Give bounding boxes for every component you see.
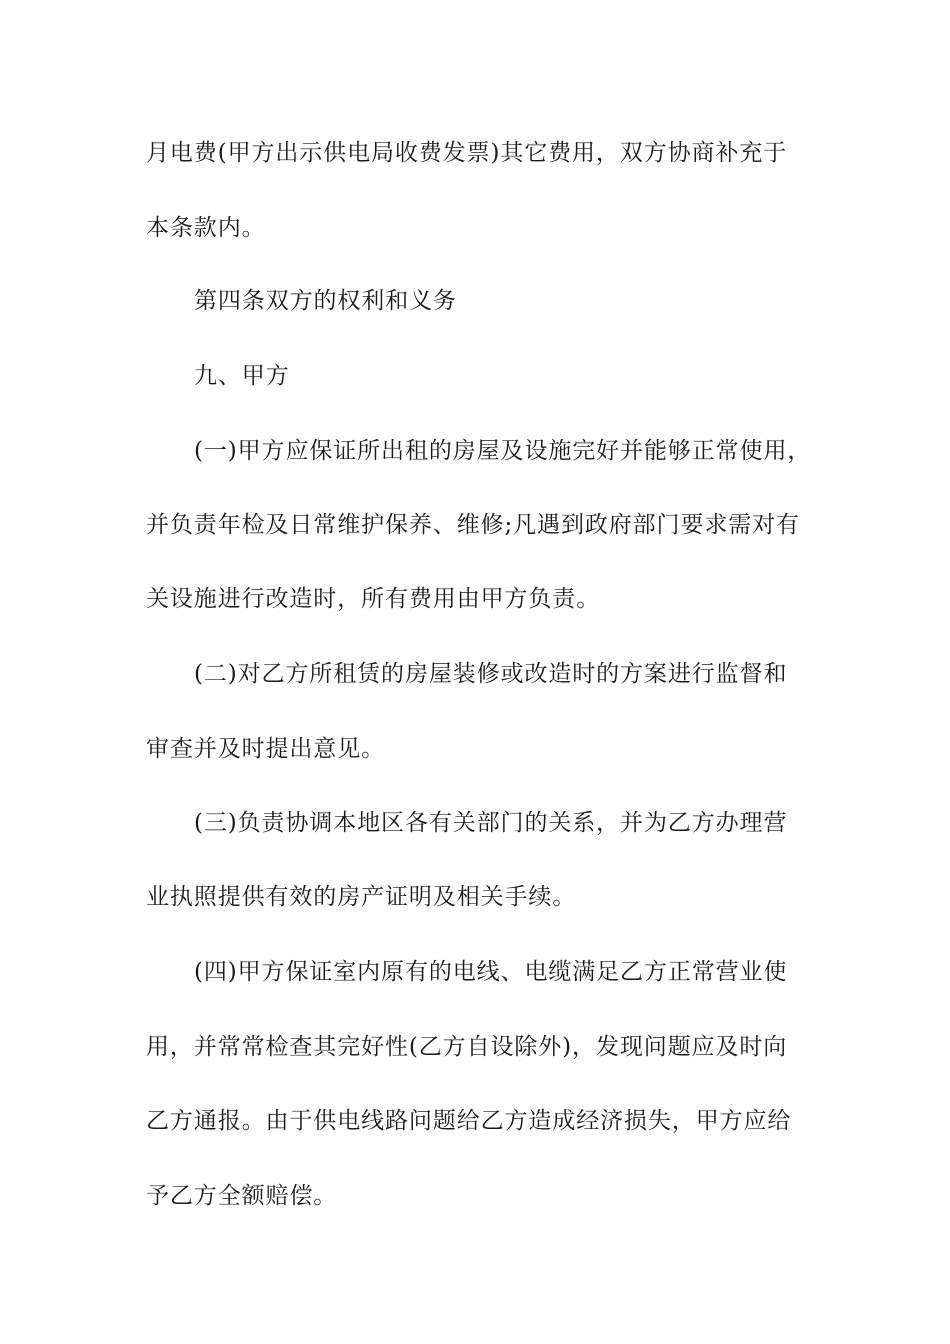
- text-line: 予乙方全额赔偿。: [146, 1183, 338, 1209]
- text-line: 业执照提供有效的房产证明及相关手续。: [146, 884, 577, 910]
- text-line: (一)甲方应保证所出租的房屋及设施完好并能够正常使用，: [194, 438, 812, 464]
- text-line: 用，并常常检查其完好性(乙方自设除外)，发现问题应及时向: [146, 1034, 788, 1060]
- text-line: (三)负责协调本地区各有关部门的关系，并为乙方办理营: [194, 810, 788, 836]
- text-line: (四)甲方保证室内原有的电线、电缆满足乙方正常营业使: [194, 959, 788, 985]
- section-heading: 九、甲方: [194, 363, 290, 389]
- text-line: 关设施进行改造时，所有费用由甲方负责。: [146, 586, 601, 612]
- text-line: 乙方通报。由于供电线路问题给乙方造成经济损失，甲方应给: [146, 1108, 792, 1134]
- text-line: 并负责年检及日常维护保养、维修;凡遇到政府部门要求需对有: [146, 512, 800, 538]
- text-line: 本条款内。: [146, 215, 266, 241]
- text-line: (二)对乙方所租赁的房屋装修或改造时的方案进行监督和: [194, 661, 788, 687]
- article-heading: 第四条双方的权利和义务: [194, 288, 457, 314]
- text-line: 审查并及时提出意见。: [146, 736, 385, 762]
- text-line: 月电费(甲方出示供电局收费发票)其它费用，双方协商补充于: [146, 140, 788, 166]
